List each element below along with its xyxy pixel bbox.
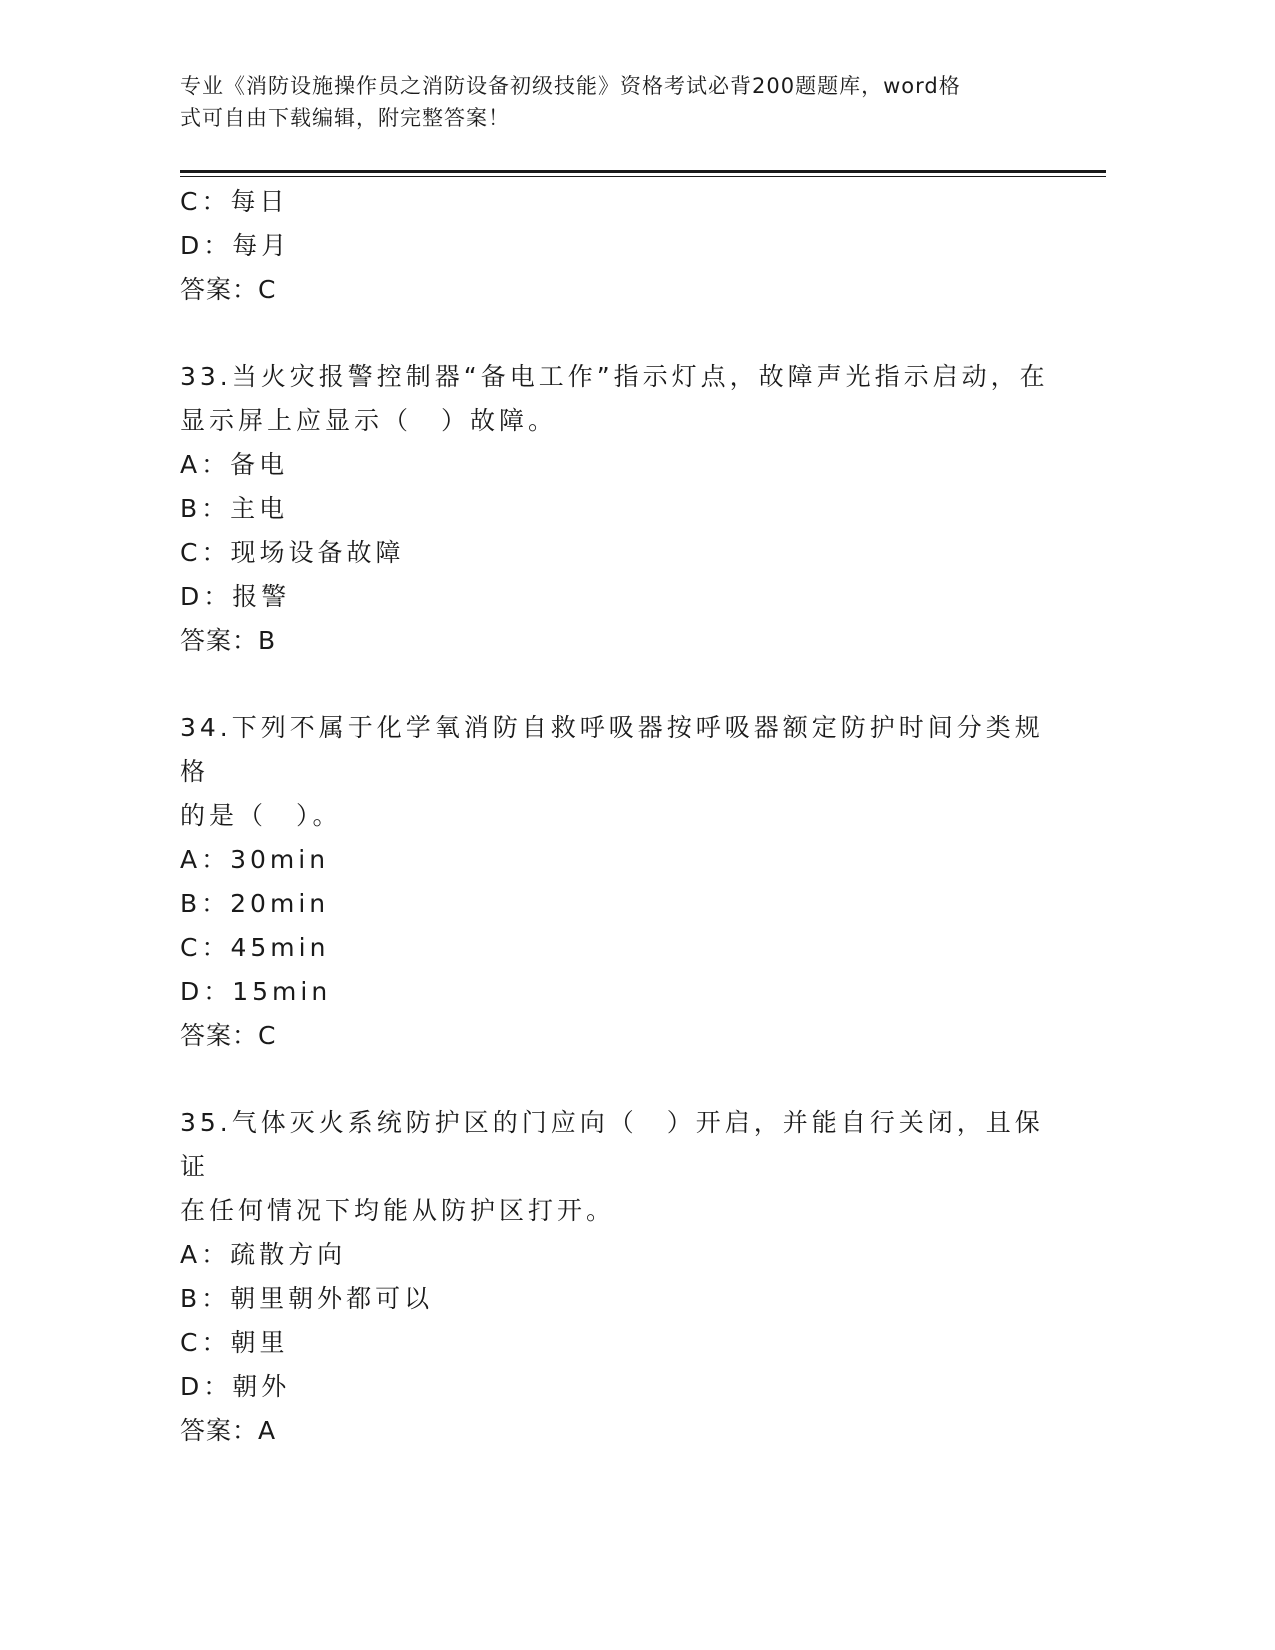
header-divider-thick — [180, 170, 1106, 173]
option-c: C：朝里 — [180, 1328, 289, 1357]
option-d: D：每月 — [180, 231, 291, 260]
option-c: C：45min — [180, 933, 330, 962]
header-divider-thin — [180, 176, 1106, 177]
option-b: B：20min — [180, 889, 330, 918]
previous-question-tail — [180, 180, 1050, 312]
option-b: B：主电 — [180, 494, 289, 523]
header-line-2: 式可自由下载编辑，附完整答案！ — [180, 106, 510, 130]
option-c: C：每日 — [180, 187, 289, 216]
question-33 — [180, 355, 1050, 663]
option-d: D：朝外 — [180, 1372, 291, 1401]
question-text-line-1: 35.气体灭火系统防护区的门应向（ ）开启，并能自行关闭，且保证 — [180, 1108, 1044, 1181]
option-d: D：15min — [180, 977, 332, 1006]
answer: 答案：A — [180, 1416, 277, 1445]
answer: 答案：C — [180, 275, 277, 304]
question-text-line-1: 33.当火灾报警控制器“备电工作”指示灯点，故障声光指示启动，在 — [180, 362, 1049, 391]
answer: 答案：C — [180, 1021, 277, 1050]
question-text-line-2: 在任何情况下均能从防护区打开。 — [180, 1196, 616, 1225]
document-header — [180, 70, 1060, 134]
option-a: A：疏散方向 — [180, 1240, 347, 1269]
question-35 — [180, 1101, 1050, 1453]
question-list — [180, 180, 1050, 1453]
option-b: B：朝里朝外都可以 — [180, 1284, 434, 1313]
question-text-line-2: 显示屏上应显示（ ）故障。 — [180, 406, 558, 435]
question-text-line-1: 34.下列不属于化学氧消防自救呼吸器按呼吸器额定防护时间分类规格 — [180, 713, 1044, 786]
question-text-line-2: 的是（ ）。 — [180, 801, 342, 830]
answer: 答案：B — [180, 626, 277, 655]
option-d: D：报警 — [180, 582, 291, 611]
option-a: A：备电 — [180, 450, 289, 479]
option-c: C：现场设备故障 — [180, 538, 405, 567]
question-34 — [180, 706, 1050, 1058]
option-a: A：30min — [180, 845, 330, 874]
header-line-1: 专业《消防设施操作员之消防设备初级技能》资格考试必背200题题库，word格 — [180, 74, 961, 98]
